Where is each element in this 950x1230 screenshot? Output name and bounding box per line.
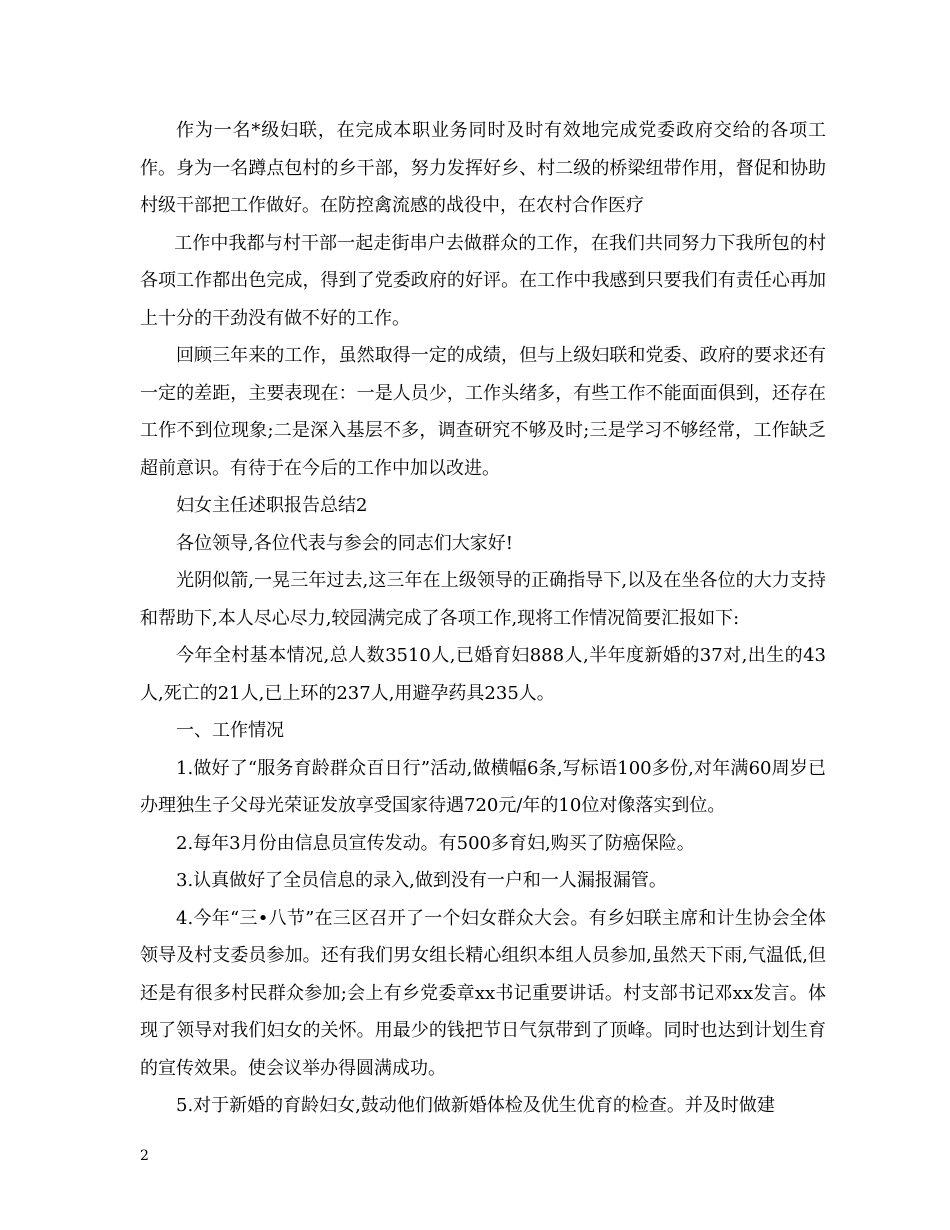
greeting: 各位领导,各位代表与参会的同志们大家好! [176,532,513,554]
section-title: 妇女主任述职报告总结2 [176,495,368,516]
list-item-4: 4.今年“三•八节”在三区召开了一个妇女群众大会。有乡妇联主席和计生协会全体领导及村支委员参加。还有我们男女组长精心组织本组人员参加,虽然天下雨,气温低,但还是有很多村民群众参加;会上有乡党委章xx书记重要讲话。村支部书记邓xx发言。体现了领导对我们妇女的关怀。用最少的钱把节日气氛带到了顶峰。同时也达到计划生育的宣传效果。使会议举办得圆满成功。 [140,907,826,1079]
paragraph-3: 回顾三年来的工作，虽然取得一定的成绩，但与上级妇联和党委、政府的要求还有一定的差距，主要表现在：一是人员少，工作头绪多，有些工作不能面面俱到，还存在工作不到位现象;二是深入基层不多，调查研究不够及时;三是学习不够经常，工作缺乏超前意识。有待于在今后的工作中加以改进。 [140,345,826,479]
list-item-2: 2.每年3月份由信息员宣传发动。有500多育妇,购买了防癌保险。 [176,832,695,854]
body-text [140,112,826,1125]
list-item-5: 5.对于新婚的育龄妇女,鼓动他们做新婚体检及优生优育的检查。并及时做建 [176,1095,775,1116]
list-item-3: 3.认真做好了全员信息的录入,做到没有一户和一人漏报漏管。 [176,870,667,891]
heading-work-status: 一、工作情况 [176,720,284,741]
paragraph-1: 作为一名*级妇联，在完成本职业务同时及时有效地完成党委政府交给的各项工作。身为一名蹲点包村的乡干部，努力发挥好乡、村二级的桥梁纽带作用，督促和协助村级干部把工作做好。在防控禽流感的战役中，在农村合作医疗 [140,120,826,216]
paragraph-6: 光阴似箭,一晃三年过去,这三年在上级领导的正确指导下,以及在坐各位的大力支持和帮助下,本人尽心尽力,较园满完成了各项工作,现将工作情况简要汇报如下: [140,570,826,629]
paragraph-7: 今年全村基本情况,总人数3510人,已婚育妇888人,半年度新婚的37对,出生的43人,死亡的21人,已上环的237人,用避孕药具235人。 [140,645,826,704]
list-item-1: 1.做好了“服务育龄群众百日行”活动,做横幅6条,写标语100多份,对年满60周岁已办理独生子父母光荣证发放享受国家待遇720元/年的10位对像落实到位。 [140,757,826,816]
page-number: 2 [140,1148,149,1164]
paragraph-2: 工作中我都与村干部一起走街串户去做群众的工作，在我们共同努力下我所包的村各项工作都出色完成，得到了党委政府的好评。在工作中我感到只要我们有责任心再加上十分的干劲没有做不好的工作。 [140,232,826,329]
